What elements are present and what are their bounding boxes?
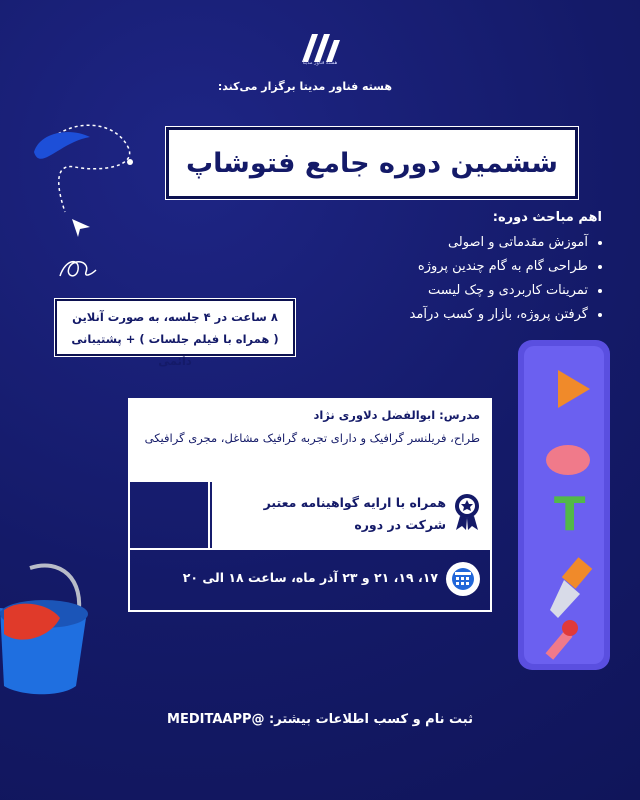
topics-heading: اهم مباحث دوره:	[492, 210, 602, 225]
topic-item: • تمرینات کاربردی و چک لیست	[302, 279, 588, 303]
topic-item: • آموزش مقدماتی و اصولی	[302, 231, 588, 255]
topics-list	[302, 231, 602, 327]
schedule-text: ۱۷، ۱۹، ۲۱ و ۲۳ آذر ماه، ساعت ۱۸ الی ۲۰	[182, 570, 438, 585]
footer-contact[interactable]: ثبت نام و کسب اطلاعات بیشتر: @MEDITAAPP	[167, 712, 473, 727]
certificate-badge-icon	[454, 492, 480, 532]
design-tools-illustration	[510, 330, 620, 680]
calendar-icon	[446, 562, 480, 596]
organizer-text: هسته فناور مدیتا برگزار می‌کند:	[217, 80, 392, 93]
certificate-box	[212, 482, 490, 548]
certificate-line-1: همراه با ارایه گواهینامه معتبر	[263, 495, 446, 510]
topic-item: • گرفتن پروژه، بازار و کسب درآمد	[302, 303, 588, 327]
course-title-box	[166, 127, 578, 199]
sessions-line-2: ( همراه با فیلم جلسات ) + پشتیبانی دائمی	[71, 332, 279, 368]
instructor-bio: طراح، فریلنسر گرافیک و دارای تجربه گرافیک مشاغل، مجری گرافیکی	[144, 431, 480, 445]
empty-cell	[130, 482, 210, 548]
scribble-decoration	[58, 252, 98, 282]
logo-caption: هسته فناور مدیتا	[302, 60, 338, 66]
paint-bucket-icon	[0, 558, 118, 698]
course-title: ششمین دوره جامع فتوشاپ	[186, 147, 558, 179]
info-panel	[128, 398, 492, 612]
ellipse-shape-icon	[546, 445, 590, 475]
instructor-box	[130, 400, 490, 482]
sessions-line-1: ۸ ساعت در ۴ جلسه، به صورت آنلاین	[72, 310, 278, 324]
certificate-row	[130, 482, 490, 548]
sessions-box	[55, 299, 295, 368]
paper-plane-icon	[70, 217, 92, 239]
topic-item: • طراحی گام به گام چندین پروژه	[302, 255, 588, 279]
certificate-line-2: شرکت در دوره	[354, 517, 446, 532]
text-tool-icon: T	[554, 487, 586, 541]
schedule-row	[130, 548, 490, 610]
topics-section	[302, 210, 602, 327]
instructor-name: مدرس: ابوالفضل دلاوری نژاد	[313, 408, 480, 422]
